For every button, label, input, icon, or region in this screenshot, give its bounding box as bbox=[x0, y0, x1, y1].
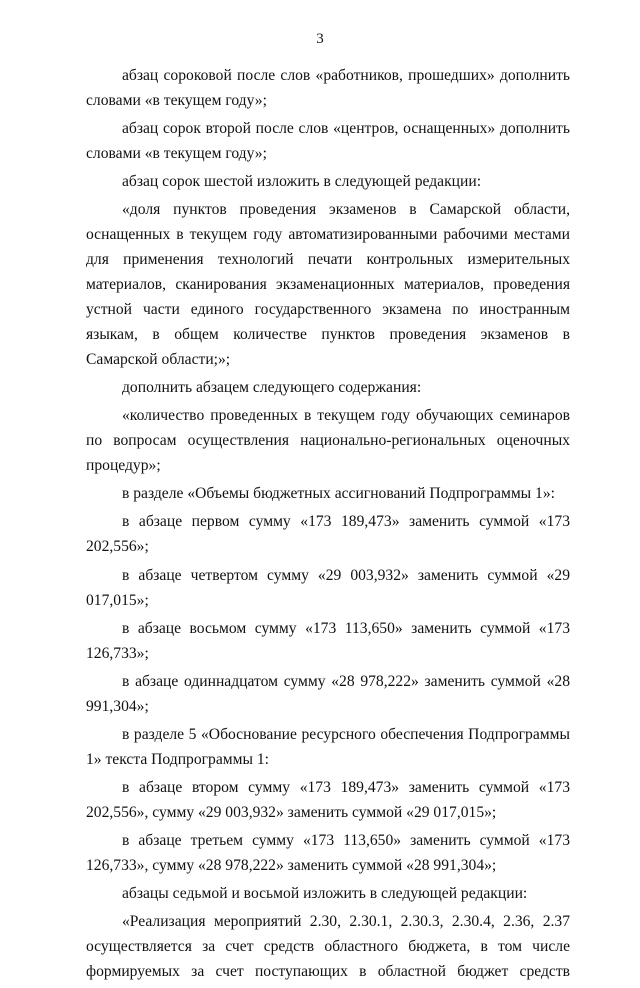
paragraph-quote-seminars: «количество проведенных в текущем году обучающих семинаров по вопросам осуществления национально-региональных оценочных процедур»; bbox=[86, 407, 570, 475]
paragraph-quote-share-points: «доля пунктов проведения экзаменов в Самарской области, оснащенных в текущем году автоматизированными рабочими местами для применения технологий печати контрольных измерительных материалов, сканирования экзаменационных материалов, проведения устной части единого государственного экзамена по иностранным языкам, в общем количестве пунктов проведения экзаменов в Самарской области;»; bbox=[86, 201, 570, 368]
page-number: 3 bbox=[316, 31, 324, 47]
paragraph-section-5: в разделе 5 «Обоснование ресурсного обеспечения Подпрограммы 1» текста Подпрограммы 1: bbox=[86, 725, 570, 768]
paragraph-amend-40: абзац сороковой после слов «работников, прошедших» дополнить словами «в текущем году»; bbox=[86, 67, 570, 109]
paragraph-sum-fourth: в абзаце четвертом сумму «29 003,932» заменить суммой «29 017,015»; bbox=[86, 566, 570, 609]
paragraph-amend-46: абзац сорок шестой изложить в следующей редакции: bbox=[122, 173, 482, 191]
paragraph-sum-eighth: в абзаце восьмом сумму «173 113,650» заменить суммой «173 126,733»; bbox=[86, 619, 570, 662]
paragraph-section-volumes: в разделе «Объемы бюджетных ассигнований Подпрограммы 1»: bbox=[122, 485, 555, 503]
paragraph-sum-eleventh: в абзаце одиннадцатом сумму «28 978,222» заменить суммой «28 991,304»; bbox=[86, 672, 570, 715]
paragraph-sum-first: в абзаце первом сумму «173 189,473» заменить суммой «173 202,556»; bbox=[86, 513, 570, 556]
document-body bbox=[86, 64, 570, 988]
paragraph-amend-7-8: абзацы седьмой и восьмой изложить в следующей редакции: bbox=[122, 885, 528, 903]
paragraph-sum-second: в абзаце втором сумму «173 189,473» заменить суммой «173 202,556», сумму «29 003,932» заменить суммой «29 017,015»; bbox=[86, 779, 570, 821]
paragraph-quote-implementation: «Реализация мероприятий 2.30, 2.30.1, 2.30.3, 2.30.4, 2.36, 2.37 осуществляется за счет средств областного бюджета, в том числе формируемых за счет поступающих в областной бюджет средств bbox=[86, 913, 570, 981]
paragraph-amend-42: абзац сорок второй после слов «центров, оснащенных» дополнить словами «в текущем году»; bbox=[86, 120, 570, 163]
paragraph-add: дополнить абзацем следующего содержания: bbox=[122, 379, 422, 397]
paragraph-sum-third: в абзаце третьем сумму «173 113,650» заменить суммой «173 126,733», сумму «28 978,222» заменить суммой «28 991,304»; bbox=[86, 832, 570, 875]
